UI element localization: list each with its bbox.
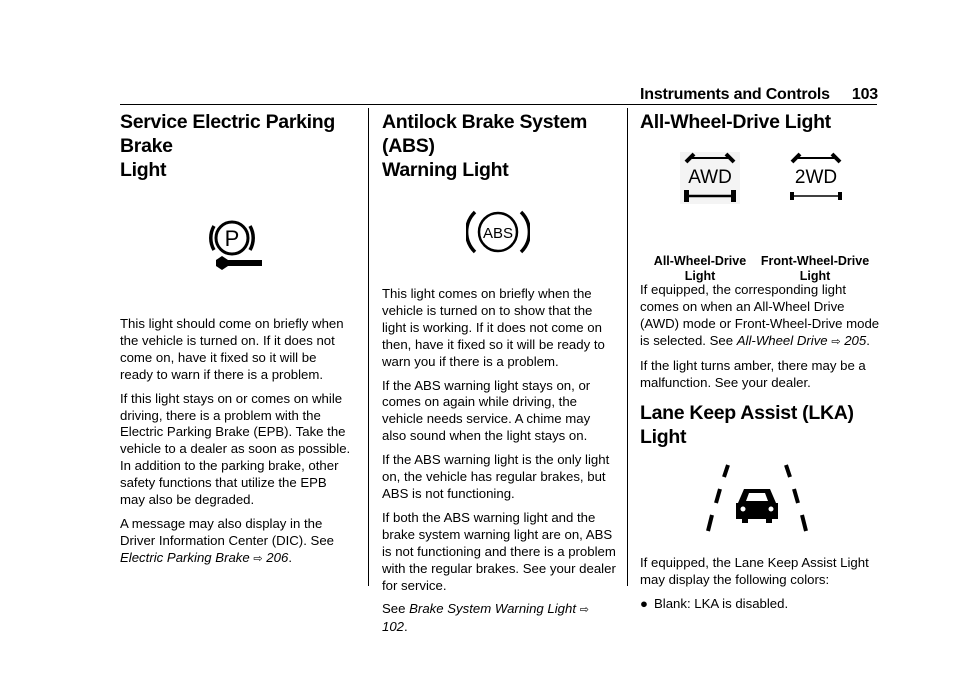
epb-paragraph-2: If this light stays on or comes on while driving, there is a problem with the Electric Parking Brake (EPB). Take the vehicle to a dealer as soon as possible. In addition to the parking brake, other safety functions that utilize the EPB may also be degraded. (120, 390, 351, 508)
abs-paragraph-3: If the ABS warning light is the only light on, the vehicle has regular brakes, but ABS is not functioning. (382, 452, 610, 501)
abs-ref-link[interactable]: Brake System Warning Light (409, 601, 577, 617)
fwd-icon-text: 2WD (794, 167, 838, 188)
awd-ref-page[interactable]: 205 (844, 332, 867, 348)
section-heading-abs: Antilock Brake System (ABS) Warning Light (382, 111, 588, 181)
page-number: 103 (851, 86, 878, 103)
column-awd (640, 110, 880, 613)
awd-paragraph-2: If the light turns amber, there may be a malfunction. See your dealer. (640, 357, 866, 390)
page-ref-arrow-icon: ⇨ (579, 604, 589, 617)
column-abs (382, 110, 617, 643)
section-heading-lka: Lane Keep Assist (LKA) Light (640, 402, 854, 449)
fwd-light-icon (786, 152, 846, 204)
section-title: Instruments and Controls (640, 86, 830, 103)
caption-awd: All-Wheel-Drive Light (653, 254, 747, 283)
page-ref-arrow-icon: ⇨ (831, 335, 841, 348)
section-heading-awd: All-Wheel-Drive Light (640, 111, 831, 133)
awd-light-icon (680, 152, 740, 204)
parking-brake-service-icon (208, 214, 268, 272)
abs-warning-icon (466, 206, 530, 258)
abs-paragraph-2: If the ABS warning light stays on, or comes on again while driving, the vehicle needs service. A chime may also sound when the light stays on. (382, 377, 591, 444)
abs-ref-page[interactable]: 102 (382, 619, 405, 635)
abs-icon-wrap (382, 182, 617, 286)
lka-bullet-item (640, 596, 880, 613)
bullet-icon: ● (640, 596, 648, 612)
epb-paragraph-3: A message may also display in the Driver Information Center (DIC). See Electric Parking Brake ⇨ 206. (120, 515, 334, 565)
abs-paragraph-4: If both the ABS warning light and the brake system warning light are on, ABS is not functioning and there is a problem with the regular brakes. See your dealer for service. (382, 509, 616, 593)
lka-paragraph-1: If equipped, the Lane Keep Assist Light may display the following colors: (640, 555, 869, 588)
column-divider-2 (627, 108, 628, 586)
awd-icon-text: AWD (688, 167, 732, 188)
column-divider-1 (368, 108, 369, 586)
epb-icon-wrap (120, 182, 352, 316)
awd-ref-link[interactable]: All-Wheel Drive (736, 332, 828, 348)
lane-keep-assist-icon (702, 463, 812, 535)
page-ref-arrow-icon: ⇨ (253, 552, 263, 565)
epb-ref-link[interactable]: Electric Parking Brake (120, 549, 250, 565)
epb-ref-page[interactable]: 206 (266, 549, 289, 565)
awd-paragraph-1: If equipped, the corresponding light comes on when an All-Wheel Drive (AWD) mode or Front-Wheel-Drive mode is selected. See All-Wheel Drive ⇨ 205. (640, 282, 880, 348)
header-rule (120, 104, 877, 105)
epb-icon-letter: P (224, 226, 240, 251)
epb-paragraph-1: This light should come on briefly when the vehicle is turned on. If it does not come on, have it fixed so it will be ready to warn if there is a problem. (120, 316, 344, 382)
caption-fwd: Front-Wheel-Drive Light (760, 254, 870, 283)
lka-bullet-text: Blank: LKA is disabled. (653, 596, 789, 612)
abs-paragraph-5: See Brake System Warning Light ⇨ 102. (382, 601, 589, 635)
lka-icon-wrap (640, 449, 880, 555)
abs-icon-text: ABS (482, 225, 514, 242)
page-header (640, 86, 878, 104)
section-heading-epb: Service Electric Parking Brake Light (120, 111, 336, 181)
abs-paragraph-1: This light comes on briefly when the vehicle is turned on to show that the light is working. If it does not come on then, have it fixed so it will be ready to warn you if there is a problem. (382, 286, 605, 369)
column-epb (120, 110, 352, 575)
drive-icons-wrap (640, 134, 880, 283)
